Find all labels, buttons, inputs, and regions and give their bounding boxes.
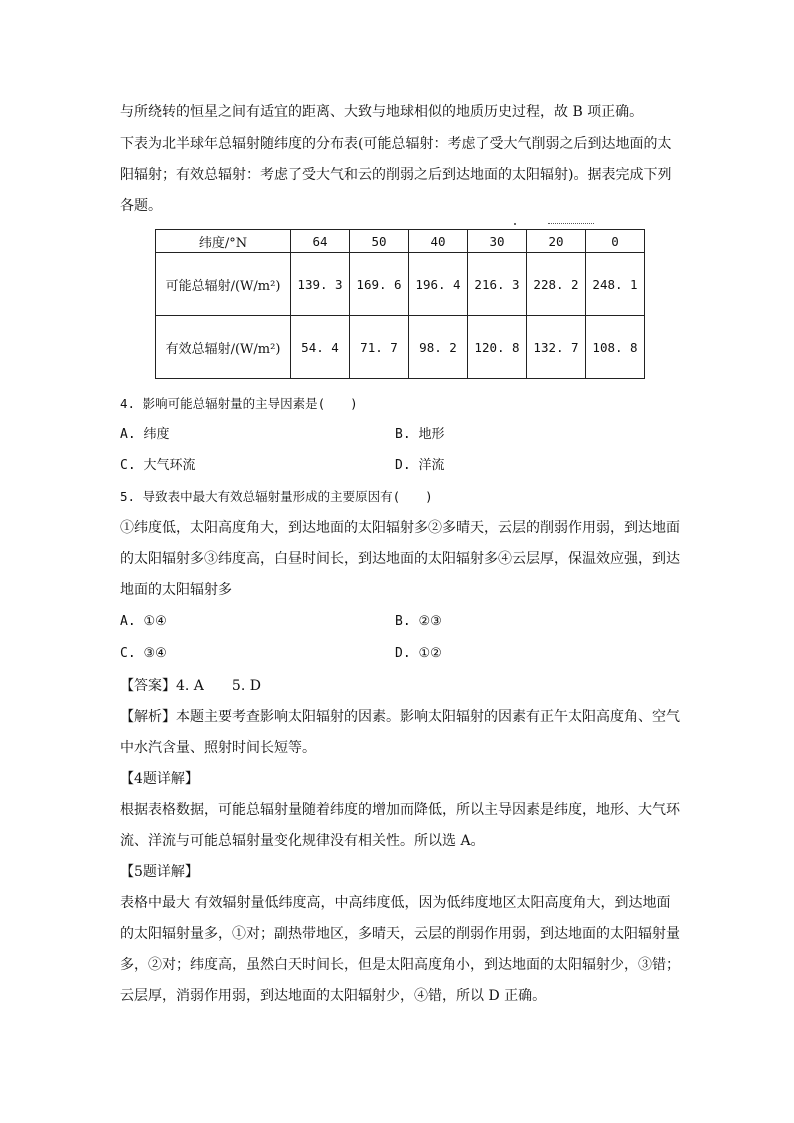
table-header-cell: 0 [586, 230, 645, 253]
q5-detail-line-2: 的太阳辐射量多，①对；副热带地区，多晴天，云层的削弱作用弱，到达地面的太阳辐射量 [120, 926, 680, 942]
table-row-label: 有效总辐射/(W/m²) [156, 316, 291, 379]
table-cell: 108. 8 [586, 316, 645, 379]
table-cell: 248. 1 [586, 253, 645, 316]
table-cell: 120. 8 [468, 316, 527, 379]
table-header-cell: 40 [409, 230, 468, 253]
q4-detail-line-2: 流、洋流与可能总辐射量变化规律没有相关性。所以选 A。 [120, 833, 485, 849]
table-cell: 71. 7 [350, 316, 409, 379]
question-4-stem: 4. 影响可能总辐射量的主导因素是( ) [120, 396, 358, 411]
q5-detail-line-3: 多，②对；纬度高，虽然白天时间长，但是太阳高度角小，到达地面的太阳辐射少，③错； [120, 957, 680, 973]
q5-option-b: B. ②③ [395, 614, 442, 629]
q4-detail-heading: 【4题详解】 [120, 771, 199, 787]
q5-detail-line-4: 云层厚，消弱作用弱，到达地面的太阳辐射少，④错，所以 D 正确。 [120, 988, 547, 1004]
q4-option-a: A. 纬度 [120, 427, 170, 442]
answer-line: 【答案】4. A 5. D [120, 678, 261, 694]
question-5-stem: 5. 导致表中最大有效总辐射量形成的主要原因有( ) [120, 489, 433, 504]
table-header-cell: 20 [527, 230, 586, 253]
q4-option-b: B. 地形 [395, 427, 445, 442]
table-cell: 132. 7 [527, 316, 586, 379]
q5-detail-line-1: 表格中最大 有效辐射量低纬度高，中高纬度低，因为低纬度地区太阳高度角大，到达地面 [120, 895, 671, 911]
q5-desc-line-2: 的太阳辐射多③纬度高，白昼时间长，到达地面的太阳辐射多④云层厚，保温效应强，到达 [120, 551, 680, 567]
q5-option-a: A. ①④ [120, 614, 167, 629]
table-intro-line-2: 阳辐射；有效总辐射：考虑了受大气和云的削弱之后到达地面的太阳辐射)。据表完成下列 [120, 167, 672, 183]
q5-desc-line-3: 地面的太阳辐射多 [120, 582, 232, 598]
q5-detail-heading: 【5题详解】 [120, 864, 199, 880]
radiation-table [155, 229, 645, 379]
paragraph-intro-tail: 与所绕转的恒星之间有适宜的距离、大致与地球相似的地质历史过程，故 B 项正确。 [120, 104, 644, 120]
q4-option-c: C. 大气环流 [120, 458, 196, 473]
table-header-cell: 64 [291, 230, 350, 253]
table-cell: 98. 2 [409, 316, 468, 379]
table-header-row [156, 230, 645, 253]
table-cell: 196. 4 [409, 253, 468, 316]
stray-mark [514, 223, 516, 225]
q4-detail-line-1: 根据表格数据，可能总辐射量随着纬度的增加而降低，所以主导因素是纬度，地形、大气环 [120, 802, 680, 818]
q4-option-d: D. 洋流 [395, 458, 445, 473]
table-header-cell: 纬度/°N [156, 230, 291, 253]
table-row [156, 253, 645, 316]
analysis-line-1: 【解析】本题主要考查影响太阳辐射的因素。影响太阳辐射的因素有正午太阳高度角、空气 [120, 709, 680, 725]
table-cell: 169. 6 [350, 253, 409, 316]
q5-option-c: C. ③④ [120, 646, 167, 661]
table-cell: 216. 3 [468, 253, 527, 316]
q5-option-d: D. ①② [395, 646, 442, 661]
analysis-line-2: 中水汽含量、照射时间长短等。 [120, 740, 316, 756]
table-cell: 228. 2 [527, 253, 586, 316]
table-row [156, 316, 645, 379]
table-cell: 139. 3 [291, 253, 350, 316]
q5-desc-line-1: ①纬度低，太阳高度角大，到达地面的太阳辐射多②多晴天，云层的削弱作用弱，到达地面 [120, 520, 680, 536]
table-intro-line-1: 下表为北半球年总辐射随纬度的分布表(可能总辐射：考虑了受大气削弱之后到达地面的太 [120, 136, 672, 152]
table-cell: 54. 4 [291, 316, 350, 379]
table-row-label: 可能总辐射/(W/m²) [156, 253, 291, 316]
dotted-underline [548, 223, 594, 224]
table-intro-line-3: 各题。 [120, 198, 162, 214]
table-header-cell: 50 [350, 230, 409, 253]
table-header-cell: 30 [468, 230, 527, 253]
